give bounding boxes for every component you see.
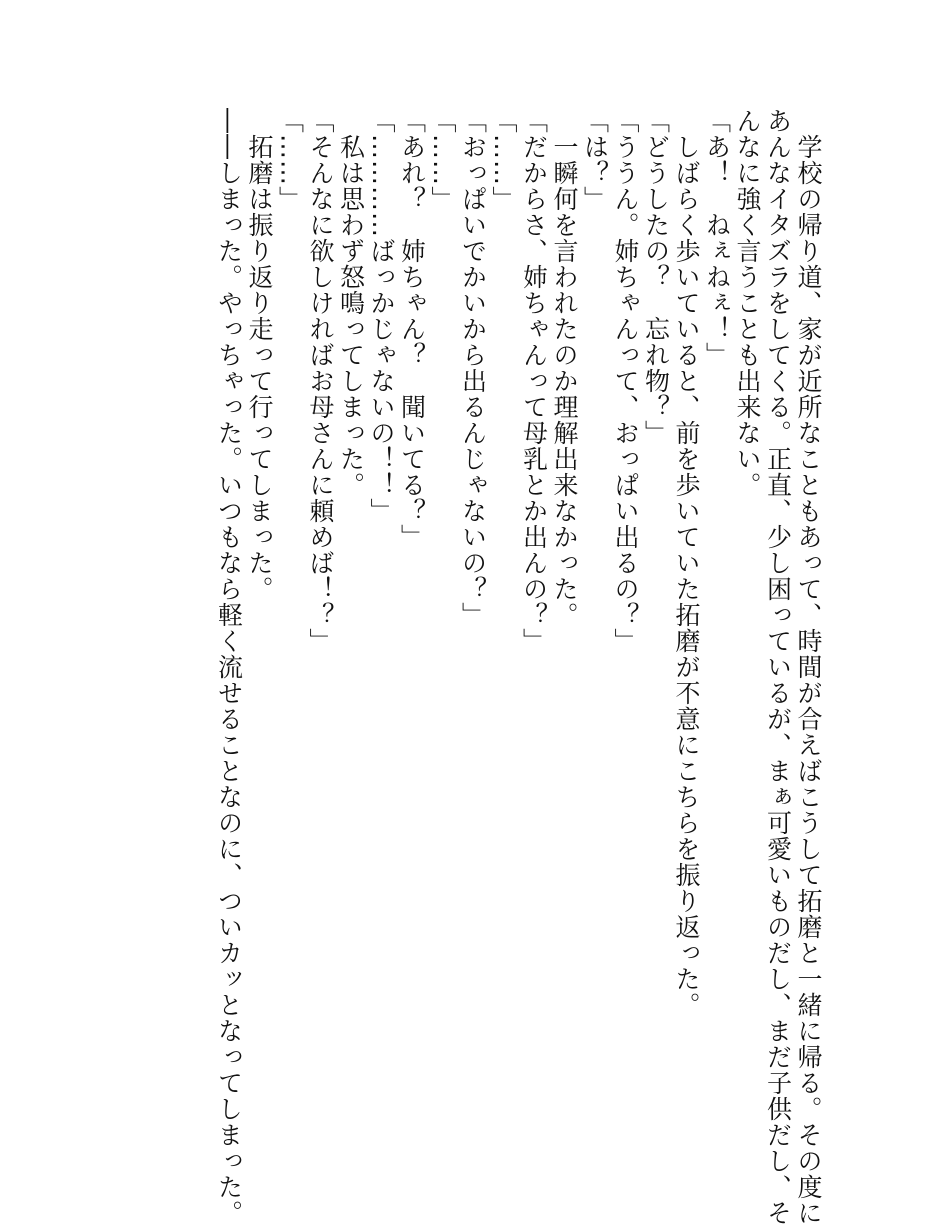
text-line: 「あ！ ねぇねぇ！」 <box>702 108 732 368</box>
text-line: 「おっぱいでかいから出るんじゃないの？」 <box>458 108 488 628</box>
text-line: 「…………ばっかじゃないの！！」 <box>367 108 396 524</box>
vertical-text-body <box>213 108 823 1226</box>
text-line: 「……」 <box>428 108 457 212</box>
text-line: 「……」 <box>489 108 518 212</box>
text-line: ――しまった。やっちゃった。いつもなら軽く流せることなのに、ついカッとなってしまった。 <box>214 108 244 1226</box>
text-line: しばらく歩いていると、前を歩いていた拓磨が不意にこちらを振り返った。 <box>672 108 701 1018</box>
text-line: 「は？」 <box>580 108 610 212</box>
text-line: 「どうしたの？ 忘れ物？」 <box>641 108 671 446</box>
text-line: 私は思わず怒鳴ってしまった。 <box>336 108 366 498</box>
text-line: 拓磨は振り返り走って行ってしまった。 <box>245 108 274 602</box>
text-line: 「だからさ、姉ちゃんって母乳とか出んの？」 <box>519 108 549 654</box>
text-line: 「あれ？ 姉ちゃん？ 聞いてる？」 <box>397 108 427 550</box>
text-line: 「そんなに欲しければお母さんに頼めば！？」 <box>306 108 335 654</box>
text-line: 「ううん。姉ちゃんって、おっぱい出るの？」 <box>611 108 640 654</box>
text-line: 学校の帰り道、家が近所なこともあって、時間が合えばこうして拓磨と一緒に帰る。その度に <box>794 108 823 1226</box>
text-line: あんなイタズラをしてくる。正直、少し困っているが、まぁ可愛いものだし、まだ子供だし、そ <box>763 108 793 1226</box>
text-line: んなに強く言うことも出来ない。 <box>733 108 762 498</box>
text-line: 「……」 <box>275 108 305 212</box>
text-line: 一瞬何を言われたのか理解出来なかった。 <box>550 108 579 628</box>
